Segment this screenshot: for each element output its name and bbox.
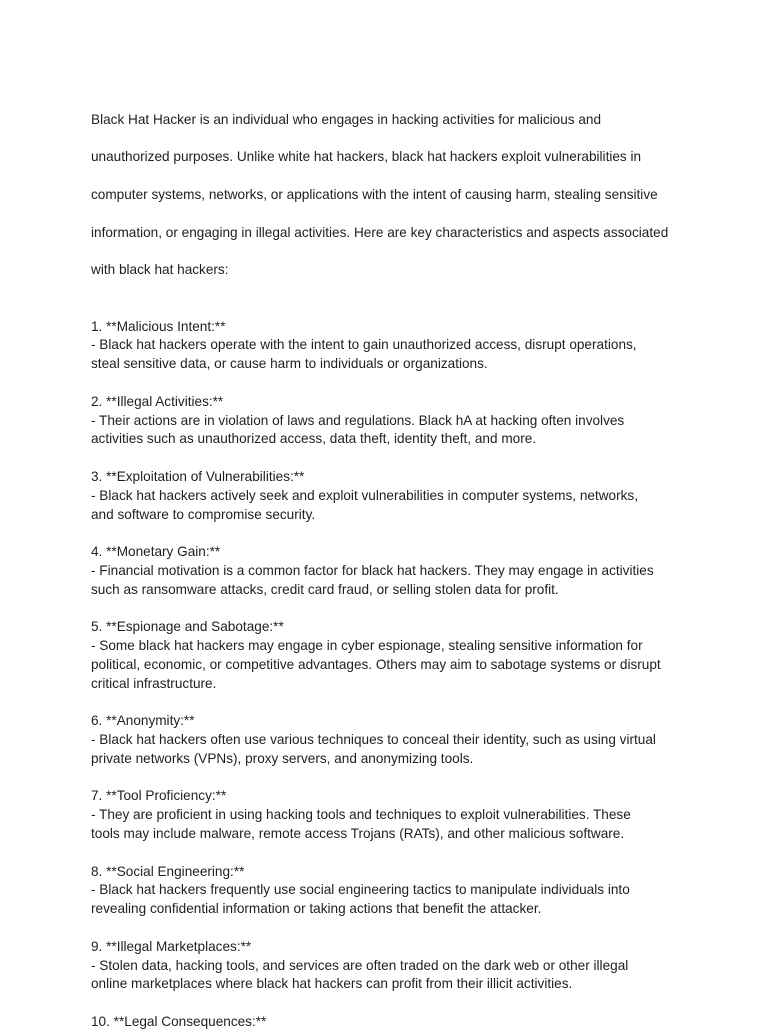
list-item xyxy=(91,712,681,768)
list-item xyxy=(91,863,681,919)
list-item-line: - Some black hat hackers may engage in cyber espionage, stealing sensitive information for xyxy=(91,638,643,654)
list-item xyxy=(91,938,681,994)
list-item-heading: 8. **Social Engineering:** xyxy=(91,863,245,879)
list-item-heading: 3. **Exploitation of Vulnerabilities:** xyxy=(91,468,305,484)
list-item-line: - Financial motivation is a common factor for black hat hackers. They may engage in activities xyxy=(91,562,654,578)
list-item xyxy=(91,393,681,449)
list-item-line: online marketplaces where black hat hackers can profit from their illicit activities. xyxy=(91,976,573,992)
list-item-line: steal sensitive data, or cause harm to individuals or organizations. xyxy=(91,356,488,372)
list-item-heading: 6. **Anonymity:** xyxy=(91,713,195,729)
list-item xyxy=(91,543,681,599)
paragraph-gap xyxy=(91,919,681,938)
paragraph-gap xyxy=(91,524,681,543)
paragraph-gap xyxy=(91,769,681,788)
list-item-line: - Black hat hackers often use various techniques to conceal their identity, such as using virtual xyxy=(91,732,656,748)
list-item xyxy=(91,318,681,374)
list-item-line: - Stolen data, hacking tools, and services are often traded on the dark web or other illegal xyxy=(91,957,629,973)
intro-line: Black Hat Hacker is an individual who engages in hacking activities for malicious and xyxy=(91,111,602,127)
intro-line: with black hat hackers: xyxy=(91,262,229,278)
intro-line: computer systems, networks, or applications with the intent of causing harm, stealing sensitive xyxy=(91,186,658,202)
list-item-heading: 4. **Monetary Gain:** xyxy=(91,544,221,560)
list-item xyxy=(91,1013,681,1032)
paragraph-gap xyxy=(91,299,681,318)
list-item-line: - Their actions are in violation of laws and regulations. Black hA at hacking often involves xyxy=(91,412,625,428)
list-item-line: revealing confidential information or taking actions that benefit the attacker. xyxy=(91,901,542,917)
intro-line: information, or engaging in illegal activities. Here are key characteristics and aspects associated xyxy=(91,224,669,240)
paragraph-gap xyxy=(91,694,681,713)
list-item-heading: 9. **Illegal Marketplaces:** xyxy=(91,938,252,954)
list-item-line: such as ransomware attacks, credit card fraud, or selling stolen data for profit. xyxy=(91,581,559,597)
list-item-heading: 1. **Malicious Intent:** xyxy=(91,318,226,334)
paragraph-gap xyxy=(91,994,681,1013)
paragraph-gap xyxy=(91,844,681,863)
list-item xyxy=(91,468,681,524)
list-item-line: activities such as unauthorized access, data theft, identity theft, and more. xyxy=(91,431,537,447)
intro-line: unauthorized purposes. Unlike white hat hackers, black hat hackers exploit vulnerabilities in xyxy=(91,149,642,165)
list-item-line: - Black hat hackers frequently use social engineering tactics to manipulate individuals into xyxy=(91,882,630,898)
list-item-heading: 7. **Tool Proficiency:** xyxy=(91,788,227,804)
list-item-line: private networks (VPNs), proxy servers, and anonymizing tools. xyxy=(91,750,474,766)
list-item-heading: 10. **Legal Consequences:** xyxy=(91,1014,267,1030)
intro-paragraph xyxy=(91,92,681,299)
list-item-line: political, economic, or competitive advantages. Others may aim to sabotage systems or disrupt xyxy=(91,656,661,672)
list-item-line: - Black hat hackers operate with the intent to gain unauthorized access, disrupt operations, xyxy=(91,337,637,353)
list-item-line: tools may include malware, remote access Trojans (RATs), and other malicious software. xyxy=(91,826,625,842)
paragraph-gap xyxy=(91,600,681,619)
document-page xyxy=(91,92,681,1032)
list-item-heading: 2. **Illegal Activities:** xyxy=(91,393,224,409)
list-item-line: critical infrastructure. xyxy=(91,675,217,691)
list-item-line: - They are proficient in using hacking tools and techniques to exploit vulnerabilities. These xyxy=(91,807,631,823)
list-item xyxy=(91,787,681,843)
list-item-line: - Black hat hackers actively seek and exploit vulnerabilities in computer systems, networks, xyxy=(91,487,639,503)
paragraph-gap xyxy=(91,449,681,468)
paragraph-gap xyxy=(91,374,681,393)
list-item xyxy=(91,618,681,693)
list-item-line: and software to compromise security. xyxy=(91,506,316,522)
list-item-heading: 5. **Espionage and Sabotage:** xyxy=(91,619,284,635)
